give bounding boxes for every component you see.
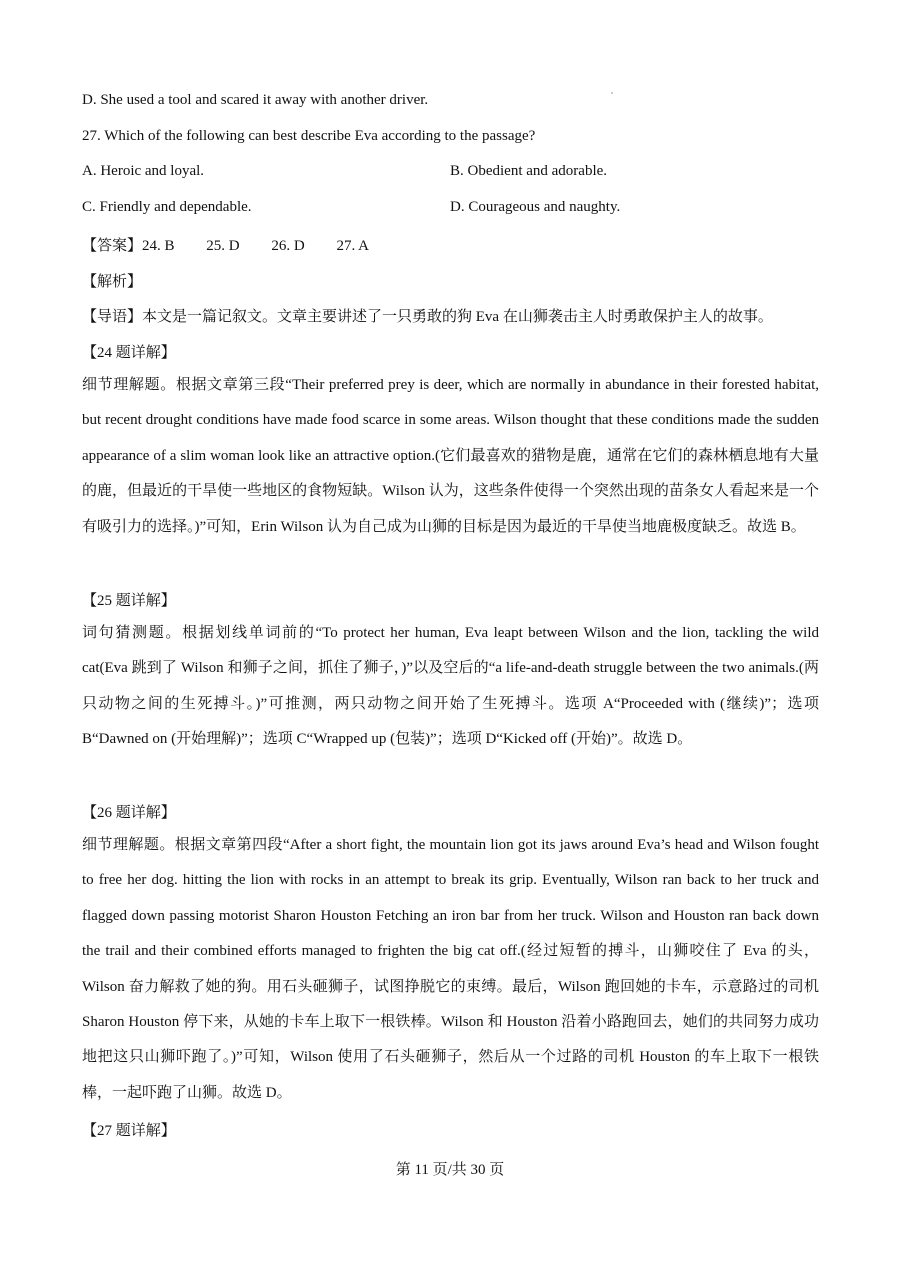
intro-paragraph: 【导语】本文是一篇记叙文。文章主要讲述了一只勇敢的狗 Eva 在山狮袭击主人时勇敢保护主人的故事。 xyxy=(82,309,773,325)
q24-explanation: 细节理解题。根据文章第三段“Their preferred prey is deer, which are normally in abundance in their forested habitat, but recent drought conditions have made food scarce in some areas. Wilson thought that these conditions made the sudden appearance of a slim woman look like an attractive option.(它们最喜欢的猎物是鹿，通常在它们的森林栖息地有大量的鹿，但最近的干旱使一些地区的食物短缺。Wilson 认为，这些条件使得一个突然出现的苗条女人看起来是一个有吸引力的选择。)”可知，Erin Wilson 认为自己成为山狮的目标是因为最近的干旱使当地鹿极度缺乏。故选 B。 xyxy=(82,377,819,535)
q26-explanation: 细节理解题。根据文章第四段“After a short fight, the mountain lion got its jaws around Eva’s head and Wilson fought to free her dog. hitting the lion with rocks in an attempt to break its grip. Eventually, Wilson ran back to her truck and flagged down passing motorist Sharon Houston Fetching an iron bar from her truck. Wilson and Houston ran back down the trail and their combined efforts managed to frighten the big cat off.(经过短暂的搏斗，山狮咬住了 Eva 的头，Wilson 奋力解救了她的狗。用石头砸狮子，试图挣脱它的束缚。最后，Wilson 跑回她的卡车，示意路过的司机 Sharon Houston 停下来，从她的卡车上取下一根铁棒。Wilson 和 Houston 沿着小路跑回去，她们的共同努力成功地把这只山狮吓跑了。)”可知，Wilson 使用了石头砸狮子，然后从一个过路的司机 Houston 的车上取下一根铁棒，一起吓跑了山狮。故选 D。 xyxy=(82,837,819,1101)
q24-heading: 【24 题详解】 xyxy=(82,345,176,361)
answer-25: 25. D xyxy=(206,238,240,254)
answer-26: 26. D xyxy=(271,238,305,254)
answer-label: 【答案】24. B xyxy=(82,238,175,254)
q25-heading: 【25 题详解】 xyxy=(82,593,176,609)
q26-option-d: D. She used a tool and scared it away with another driver. xyxy=(82,92,429,108)
q25-explanation: 词句猜测题。根据划线单词前的“To protect her human, Eva leapt between Wilson and the lion, tackling the wild cat(Eva 跳到了 Wilson 和狮子之间，抓住了狮子，)”以及空后的“a life-and-death struggle between the two animals.(两只动物之间的生死搏斗。)”可推测，两只动物之间开始了生死搏斗。选项 A“Proceeded with (继续)”；选项 B“Dawned on (开始理解)”；选项 C“Wrapped up (包装)”；选项 D“Kicked off (开始)”。故选 D。 xyxy=(82,625,819,748)
q27-option-c: C. Friendly and dependable. xyxy=(82,199,252,215)
speck xyxy=(611,92,613,94)
q27-option-a: A. Heroic and loyal. xyxy=(82,163,205,179)
page-footer: 第 11 页/共 30 页 xyxy=(395,1162,505,1178)
answer-27: 27. A xyxy=(336,238,369,254)
q27-heading: 【27 题详解】 xyxy=(82,1123,176,1139)
answer-line xyxy=(82,234,369,255)
q27-option-d: D. Courageous and naughty. xyxy=(450,199,621,215)
analysis-label: 【解析】 xyxy=(82,274,143,290)
q27-option-b: B. Obedient and adorable. xyxy=(450,163,608,179)
q26-heading: 【26 题详解】 xyxy=(82,805,176,821)
q27-question: 27. Which of the following can best describe Eva according to the passage? xyxy=(82,128,536,144)
